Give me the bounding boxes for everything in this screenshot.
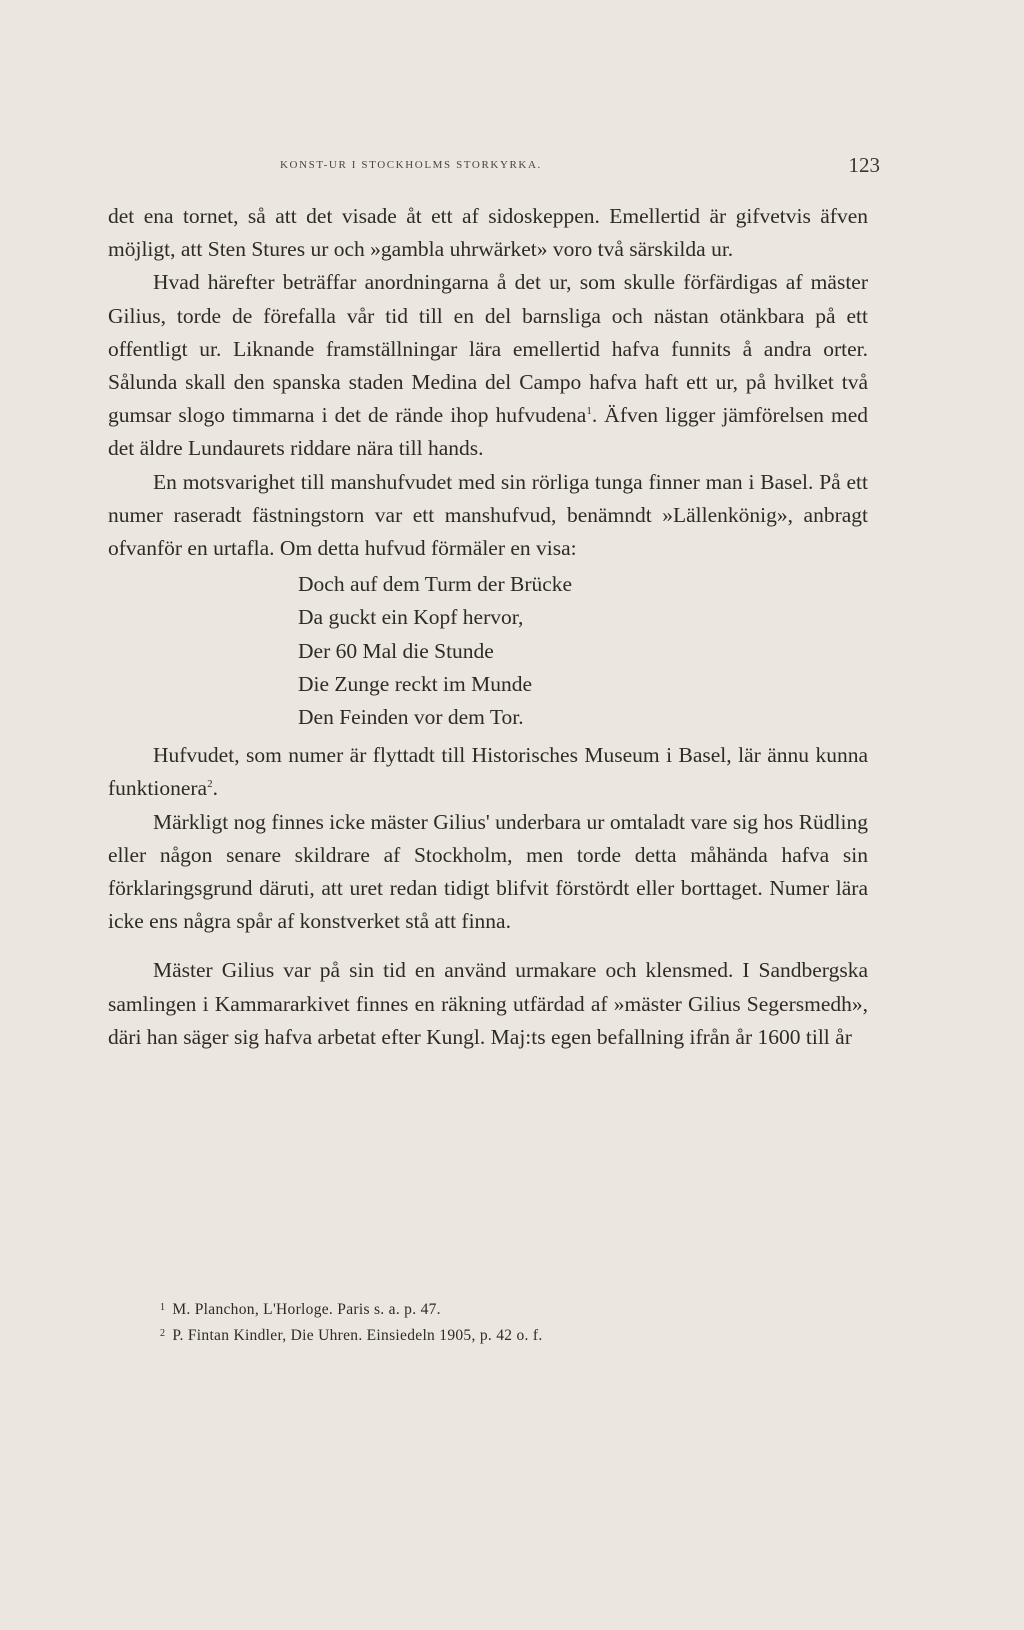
page-header (280, 153, 880, 177)
paragraph-6: Mäster Gilius var på sin tid en använd urmakare och klensmed. I Sandbergska samlingen i Kammararkivet finnes en räkning utfärdad af »mäster Gilius Segersmedh», däri han säger sig hafva arbetat efter Kungl. Maj:ts egen befallning ifrån år 1600 till år (108, 958, 868, 1049)
footnote-2 (160, 1322, 860, 1348)
paragraph-3: En motsvarighet till manshufvudet med sin rörliga tunga finner man i Basel. På ett numer raseradt fästningstorn var ett manshufvud, benämndt »Lällenkönig», anbragt ofvanför en urtafla. Om detta hufvud förmäler en visa: (108, 469, 868, 561)
footnote-text: M. Planchon, L'Horloge. Paris s. a. p. 47. (172, 1301, 441, 1318)
poem-line: Die Zunge reckt im Munde (298, 671, 533, 696)
footnote-mark: 2 (160, 1328, 166, 1339)
footnote-text: P. Fintan Kindler, Die Uhren. Einsiedeln 1905, p. 42 o. f. (172, 1327, 543, 1344)
footnote-ref-2[interactable]: 2 (207, 778, 213, 791)
paragraph-5: Märkligt nog finnes icke mäster Gilius' underbara ur omtaladt vare sig hos Rüdling eller någon senare skildrare af Stockholm, men torde detta måhända hafva sin förklaringsgrund däruti, att uret redan tidigt blifvit förstördt eller borttaget. Numer lära icke ens några spår af konstverket stå att finna. (108, 809, 868, 934)
poem-line: Den Feinden vor dem Tor. (298, 705, 524, 730)
footnote-1 (160, 1296, 860, 1322)
footnote-mark: 1 (160, 1302, 166, 1313)
poem-line: Doch auf dem Turm der Brücke (298, 572, 573, 597)
paragraph-1: det ena tornet, så att det visade åt ett af sidoskeppen. Emellertid är gifvetvis äfven möjligt, att Sten Stures ur och »gambla uhrwärket» voro två särskilda ur. (108, 204, 868, 262)
paragraph-4: Hufvudet, som numer är flyttadt till Historisches Museum i Basel, lär ännu kunna funktionera$^2$. (108, 743, 868, 801)
poem-quotation (298, 568, 868, 734)
poem-line: Der 60 Mal die Stunde (298, 638, 494, 663)
running-head: KONST-UR I STOCKHOLMS STORKYRKA. (280, 159, 542, 171)
footnote-ref-1[interactable]: 1 (586, 405, 592, 418)
page-number: 123 (848, 153, 880, 177)
footnotes (160, 1296, 860, 1348)
poem-line: Da guckt ein Kopf hervor, (298, 605, 524, 630)
body-text (108, 200, 868, 1054)
paragraph-2: Hvad härefter beträffar anordningarna å det ur, som skulle förfärdigas af mäster Gilius, torde de förefalla vår tid till en del barnsliga och nästan otänkbara på ett offentligt ur. Liknande framställningar lära emellertid hafva funnits å andra orter. Sålunda skall den spanska staden Medina del Campo hafva haft ett ur, på hvilket två gumsar slogo timmarna i det de rände ihop hufvudena$^1$. Äfven ligger jämförelsen med det äldre Lundaurets riddare nära till hands. (108, 270, 868, 461)
